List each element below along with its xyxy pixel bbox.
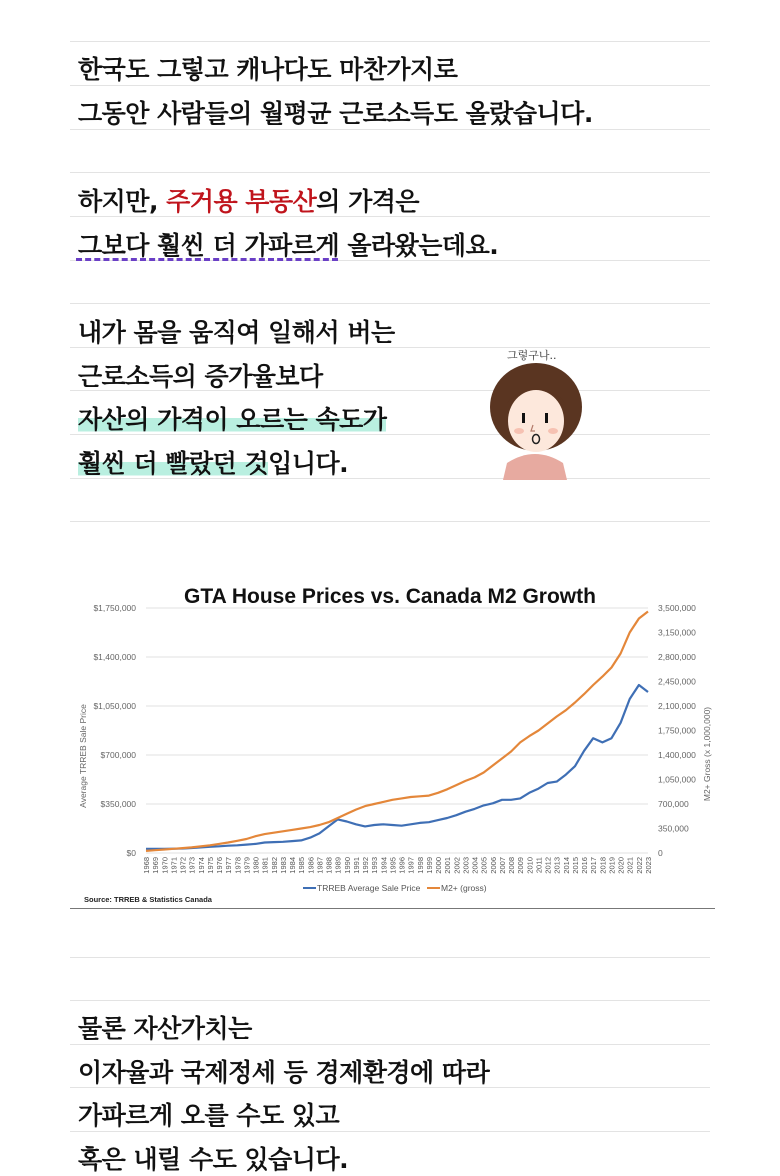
x-tick-label: 1993 bbox=[370, 857, 380, 874]
x-tick-label: 1999 bbox=[424, 857, 434, 874]
paragraph4-line2: 이자율과 국제정세 등 경제환경에 따라 bbox=[78, 1058, 490, 1087]
x-tick-label: 1969 bbox=[151, 857, 161, 874]
x-tick-label: 2023 bbox=[644, 857, 653, 874]
y2-tick-label: 2,450,000 bbox=[658, 676, 696, 687]
y-tick-label: $1,050,000 bbox=[93, 701, 136, 711]
x-tick-label: 1980 bbox=[251, 857, 261, 874]
notebook-rule bbox=[70, 957, 710, 958]
notebook-rule bbox=[70, 303, 710, 304]
y2-tick-label: 1,750,000 bbox=[658, 725, 696, 736]
x-tick-label: 1995 bbox=[388, 857, 398, 874]
x-tick-label: 1994 bbox=[379, 857, 389, 874]
legend-label-trreb: TRREB Average Sale Price bbox=[317, 883, 421, 893]
x-tick-label: 2007 bbox=[497, 857, 507, 874]
x-tick-label: 1998 bbox=[415, 857, 425, 874]
paragraph4-line3: 가파르게 오를 수도 있고 bbox=[78, 1101, 340, 1130]
y2-tick-label: 700,000 bbox=[658, 799, 689, 809]
house-price-chart bbox=[70, 566, 715, 909]
paragraph2-line1-end: 의 가격은 bbox=[316, 187, 420, 216]
x-tick-label: 2002 bbox=[452, 857, 462, 874]
y2-tick-label: 1,400,000 bbox=[658, 750, 696, 760]
series-line-0 bbox=[146, 685, 648, 849]
y-tick-label: $1,400,000 bbox=[93, 652, 136, 662]
highlighted-text: 훨씬 더 빨랐던 것 bbox=[78, 449, 269, 478]
x-tick-label: 1976 bbox=[215, 857, 225, 874]
x-tick-label: 2003 bbox=[461, 857, 471, 874]
x-tick-label: 1973 bbox=[187, 857, 197, 874]
dashed-underline bbox=[76, 258, 338, 261]
x-tick-label: 1983 bbox=[278, 857, 288, 874]
x-tick-label: 1985 bbox=[297, 857, 307, 874]
y2-tick-label: 350,000 bbox=[658, 823, 689, 834]
y-tick-label: $1,750,000 bbox=[93, 603, 136, 613]
paragraph3-line2: 근로소득의 증가율보다 bbox=[78, 362, 323, 391]
x-tick-label: 2000 bbox=[434, 857, 444, 874]
y2-tick-label: 2,800,000 bbox=[658, 652, 696, 662]
notebook-rule bbox=[70, 1000, 710, 1001]
x-tick-label: 2016 bbox=[580, 857, 590, 874]
x-tick-label: 1990 bbox=[342, 857, 352, 874]
y2-tick-label: 0 bbox=[658, 848, 663, 858]
x-tick-label: 2001 bbox=[443, 857, 453, 874]
x-tick-label: 2010 bbox=[525, 857, 535, 874]
x-tick-label: 1974 bbox=[196, 857, 206, 874]
x-tick-label: 2015 bbox=[570, 857, 580, 874]
x-tick-label: 2017 bbox=[589, 857, 599, 874]
x-tick-label: 1988 bbox=[324, 857, 334, 874]
highlight-residential-real-estate: 주거용 부동산 bbox=[166, 187, 317, 216]
x-tick-label: 2022 bbox=[634, 857, 644, 874]
x-tick-label: 2009 bbox=[516, 857, 526, 874]
x-tick-label: 1982 bbox=[269, 857, 279, 874]
x-tick-label: 1972 bbox=[178, 857, 188, 874]
highlighted-text: 자산의 가격이 오르는 속도가 bbox=[78, 405, 387, 434]
x-tick-label: 1971 bbox=[169, 857, 179, 874]
x-tick-label: 1989 bbox=[333, 857, 343, 874]
paragraph3-line3 bbox=[78, 400, 386, 436]
paragraph3-line4-end: 입니다. bbox=[268, 449, 349, 478]
x-tick-label: 1979 bbox=[242, 857, 252, 874]
paragraph2-line1 bbox=[78, 182, 419, 218]
x-tick-label: 2008 bbox=[507, 857, 517, 874]
y-tick-label: $700,000 bbox=[100, 750, 136, 760]
x-tick-label: 2004 bbox=[470, 857, 480, 874]
x-tick-label: 2018 bbox=[598, 857, 608, 874]
y-tick-label: $350,000 bbox=[100, 799, 136, 809]
avatar bbox=[485, 345, 595, 480]
paragraph1-line2: 그동안 사람들의 월평균 근로소득도 올랐습니다. bbox=[78, 99, 593, 128]
x-tick-label: 1996 bbox=[397, 857, 407, 874]
x-tick-label: 1977 bbox=[224, 857, 234, 874]
x-tick-label: 1992 bbox=[361, 857, 371, 874]
x-tick-label: 2020 bbox=[616, 857, 626, 874]
chart-svg bbox=[70, 566, 715, 908]
x-tick-label: 1968 bbox=[142, 857, 151, 874]
y-axis-label: Average TRREB Sale Price bbox=[78, 704, 88, 808]
x-tick-label: 1984 bbox=[288, 857, 298, 874]
paragraph2-line2: 그보다 훨씬 더 가파르게 올라왔는데요. bbox=[78, 231, 499, 260]
y2-tick-label: 1,050,000 bbox=[658, 774, 696, 785]
chart-title: GTA House Prices vs. Canada M2 Growth bbox=[184, 585, 596, 608]
paragraph1-line1: 한국도 그렇고 캐나다도 마찬가지로 bbox=[78, 55, 458, 84]
notebook-rule bbox=[70, 172, 710, 173]
paragraph3-line1: 내가 몸을 움직여 일해서 버는 bbox=[78, 318, 395, 347]
paragraph3-line4 bbox=[78, 444, 348, 480]
x-tick-label: 1981 bbox=[260, 857, 270, 874]
paragraph4-line1: 물론 자산가치는 bbox=[78, 1014, 252, 1043]
y2-tick-label: 2,100,000 bbox=[658, 701, 696, 711]
paragraph4-line4: 혹은 내릴 수도 있습니다. bbox=[78, 1145, 349, 1174]
x-tick-label: 2019 bbox=[607, 857, 617, 874]
series-line-1 bbox=[146, 612, 648, 851]
x-tick-label: 2011 bbox=[534, 857, 544, 874]
x-tick-label: 2021 bbox=[625, 857, 635, 874]
x-tick-label: 1991 bbox=[351, 857, 361, 874]
x-tick-label: 1975 bbox=[205, 857, 215, 874]
cartoon-girl-icon bbox=[485, 345, 595, 480]
x-tick-label: 2012 bbox=[543, 857, 553, 874]
paragraph2-line1-start: 하지만, bbox=[78, 187, 167, 216]
avatar-caption: 그렇구나.. bbox=[507, 349, 557, 362]
y2-axis-label: M2+ Gross (x 1,000,000) bbox=[702, 706, 712, 802]
notebook-rule bbox=[70, 41, 710, 42]
x-tick-label: 2013 bbox=[552, 857, 562, 874]
notebook-rule bbox=[70, 521, 710, 522]
x-tick-label: 1978 bbox=[233, 857, 243, 874]
legend-label-m2: M2+ (gross) bbox=[441, 883, 487, 893]
x-tick-label: 1987 bbox=[315, 857, 325, 874]
x-tick-label: 2005 bbox=[479, 857, 489, 874]
chart-source: Source: TRREB & Statistics Canada bbox=[84, 895, 212, 904]
x-tick-label: 2014 bbox=[561, 857, 571, 874]
x-tick-label: 1997 bbox=[406, 857, 416, 874]
y2-tick-label: 3,150,000 bbox=[658, 627, 696, 638]
y-tick-label: $0 bbox=[126, 848, 136, 858]
x-tick-label: 1986 bbox=[306, 857, 316, 874]
x-tick-label: 2006 bbox=[488, 857, 498, 874]
x-tick-label: 1970 bbox=[160, 857, 170, 874]
y2-tick-label: 3,500,000 bbox=[658, 603, 696, 613]
